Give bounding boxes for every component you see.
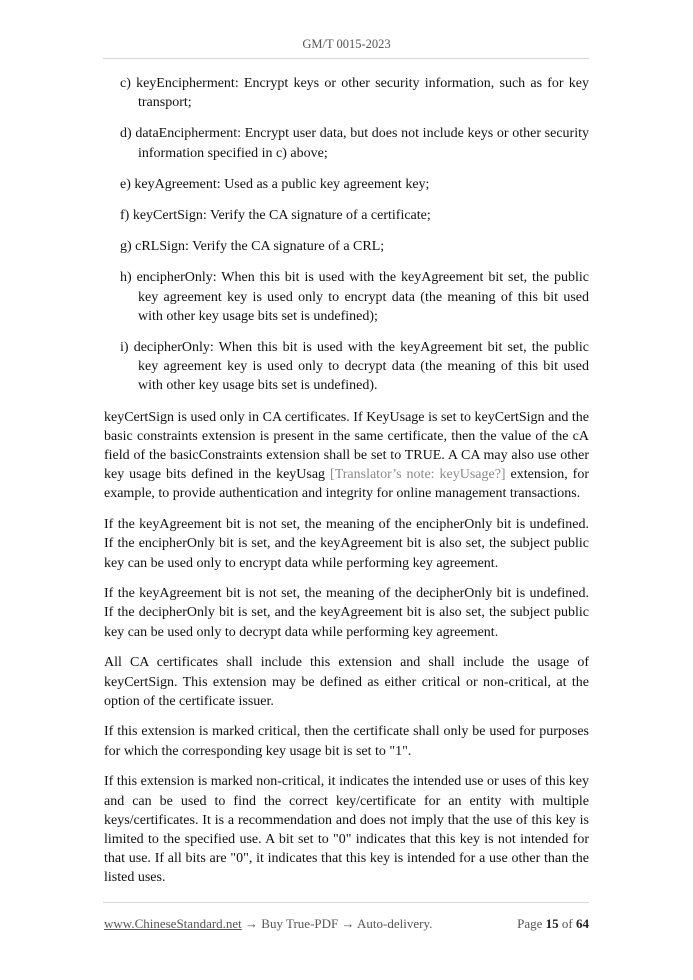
paragraph-non-critical: If this extension is marked non-critical, it indicates the intended use or uses of this key and can be used to find the correct key/certificate for an entity with multiple keys/certificates. It is a recommendation and does not imply that the use of this key is limited to the specified use. A bit set to "0" indicates that this key is not intended for that use. If all bits are "0", it indicates that this key is intended for a use other than the listed uses. [104,774,589,886]
list-item-h: h) encipherOnly: When this bit is used with the keyAgreement bit set, the public key agreement key is used only to encrypt data (the meaning of this bit used with other key usage bits set is undefined); [120,270,589,324]
list-item-e: e) keyAgreement: Used as a public key agreement key; [120,176,430,192]
paragraph-encipher-only: If the keyAgreement bit is not set, the meaning of the encipherOnly bit is undefined. If the encipherOnly bit is set, and the keyAgreement bit is also set, the subject public key can be used only to encrypt data while performing key agreement. [104,517,589,571]
header-divider [103,58,589,59]
paragraph-decipher-only: If the keyAgreement bit is not set, the meaning of the decipherOnly bit is undefined. If the decipherOnly bit is set, and the keyAgreement bit is also set, the subject public key can be used only to decrypt data while performing key agreement. [104,586,589,640]
list-item-c: c) keyEncipherment: Encrypt keys or other security information, such as for key transport; [120,76,589,111]
promo-text: → Buy True-PDF → Auto-delivery. [241,916,433,931]
page-number [517,916,589,932]
page-current: 15 [545,916,559,931]
page-content [104,74,589,899]
footer-promo [104,916,432,932]
page-header [0,37,693,52]
list-item-d: d) dataEncipherment: Encrypt user data, but does not include keys or other security information specified in c) above; [120,126,589,161]
footer-divider [103,902,589,903]
page-total: 64 [576,916,589,931]
translator-note: [Translator’s note: keyUsage?] [330,467,506,483]
site-link[interactable]: www.ChineseStandard.net [104,916,242,931]
paragraph-keycertsign [104,408,589,504]
list-item-g: g) cRLSign: Verify the CA signature of a CRL; [120,239,385,255]
document-id: GM/T 0015-2023 [302,37,391,51]
list-item-i: i) decipherOnly: When this bit is used with the keyAgreement bit set, the public key agreement key is used only to decrypt data (the meaning of this bit used with other key usage bits set is undefined). [120,340,589,394]
list-item-f: f) keyCertSign: Verify the CA signature of a certificate; [120,208,431,224]
paragraph-text: keyCertSign is used only in CA certificates. If KeyUsage is set to keyCertSign and the basic constraints extension is present in the same certificate, then the value of the cA field of the basicConstraints extension shall be set to TRUE. A CA may also use other key usage bits defined in the keyUsag [104,409,589,483]
paragraph-text: extension, for example, to provide authentication and integrity for online management transactions. [104,467,589,502]
key-usage-list [104,74,589,396]
paragraph-ca-certificates: All CA certificates shall include this extension and shall include the usage of keyCertSign. This extension may be defined as either critical or non-critical, at the option of the certificate issuer. [104,655,589,709]
page-label: Page [517,916,543,931]
page-of: of [561,916,573,931]
paragraph-critical: If this extension is marked critical, then the certificate shall only be used for purposes for which the corresponding key usage bit is set to "1". [104,724,589,759]
